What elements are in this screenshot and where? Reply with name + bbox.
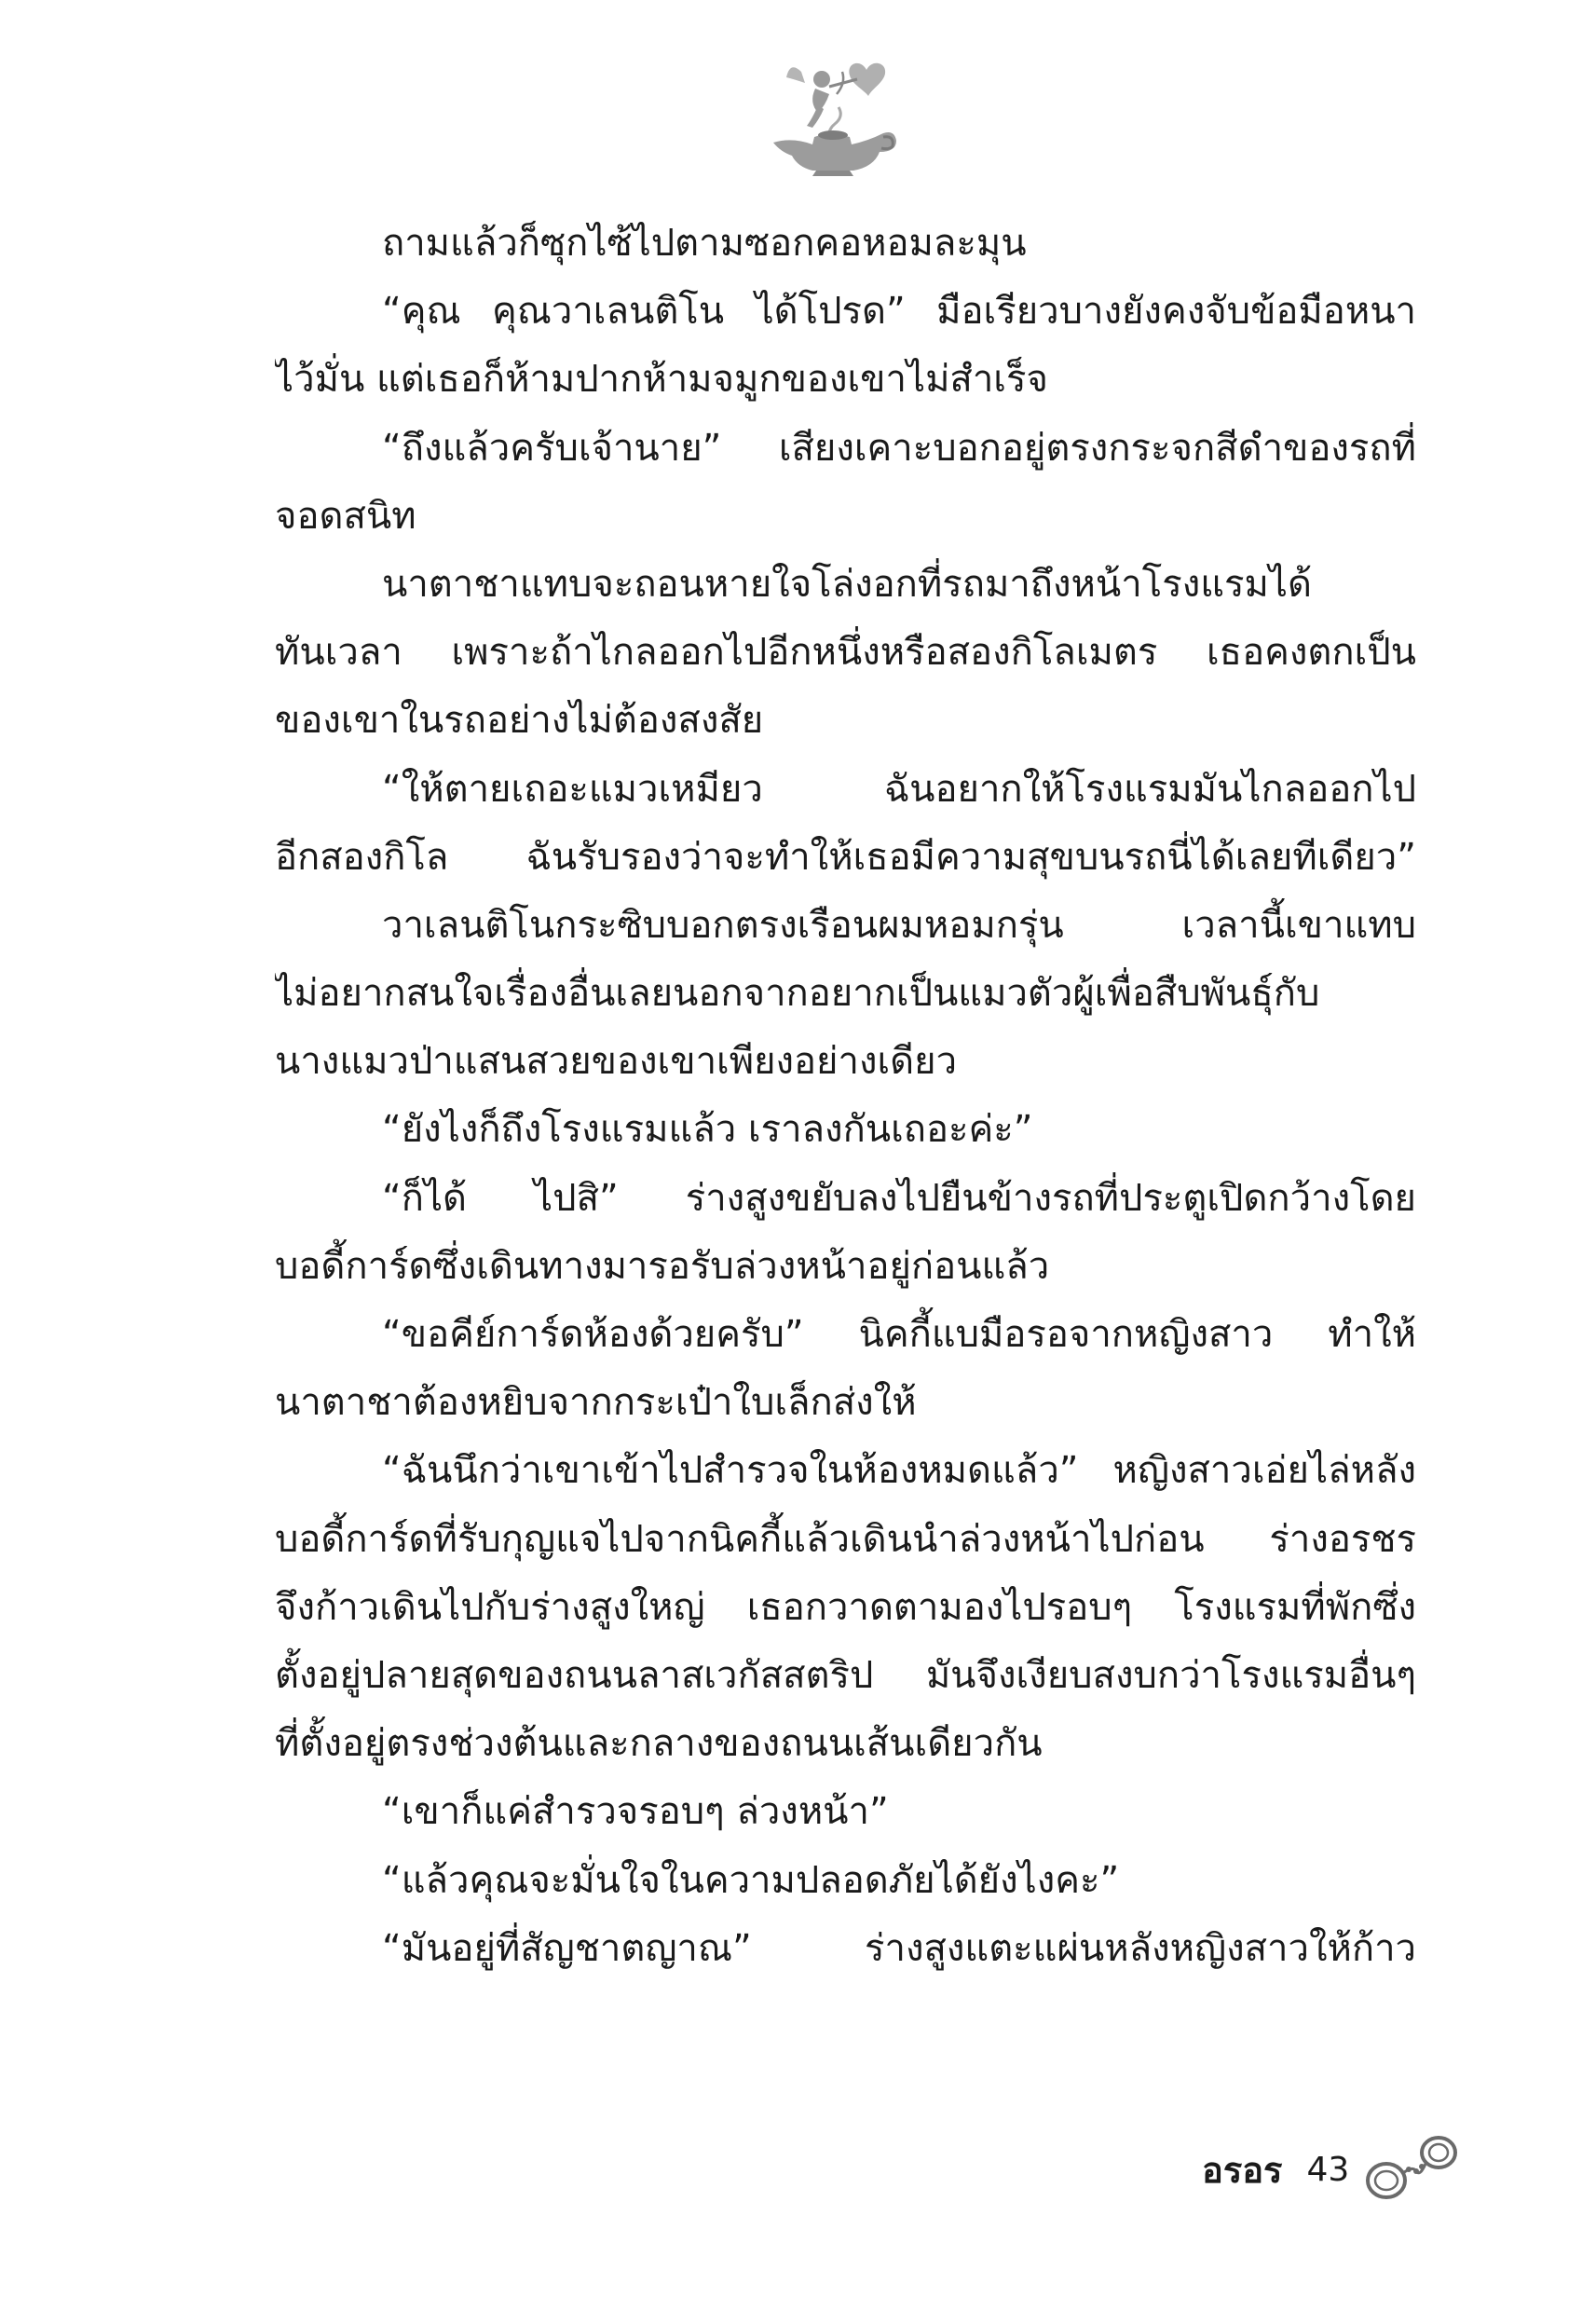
text-line: ไม่อยากสนใจเรื่องอื่นเลยนอกจากอยากเป็นแมวตัวผู้เพื่อสืบพันธุ์กับ	[275, 972, 1320, 1016]
text-line: จึงก้าวเดินไปกับร่างสูงใหญ่ เธอกวาดตามองไปรอบๆ โรงแรมที่พักซึ่ง	[275, 1585, 1416, 1629]
text-line: “ให้ตายเถอะแมวเหมียว ฉันอยากให้โรงแรมมันไกลออกไป	[382, 767, 1416, 811]
text-line: “ฉันนึกว่าเขาเข้าไปสำรวจในห้องหมดแล้ว” หญิงสาวเอ่ยไล่หลัง	[382, 1449, 1416, 1493]
text-line: จอดสนิท	[275, 494, 416, 538]
text-line: นางแมวป่าแสนสวยของเขาเพียงอย่างเดียว	[275, 1040, 958, 1084]
handcuffs-icon	[1360, 2132, 1463, 2207]
text-line: “ถึงแล้วครับเจ้านาย” เสียงเคาะบอกอยู่ตรงกระจกสีดำของรถที่	[382, 426, 1416, 470]
text-line: นาตาชาแทบจะถอนหายใจโล่งอกที่รถมาถึงหน้าโรงแรมได้	[382, 562, 1312, 606]
text-line: อีกสองกิโล ฉันรับรองว่าจะทำให้เธอมีความสุขบนรถนี่ได้เลยทีเดียว”	[275, 835, 1416, 879]
text-line: ที่ตั้งอยู่ตรงช่วงต้นและกลางของถนนเส้นเดียวกัน	[275, 1722, 1043, 1766]
text-line: ของเขาในรถอย่างไม่ต้องสงสัย	[275, 699, 764, 743]
text-line: ไว้มั่น แต่เธอก็ห้ามปากห้ามจมูกของเขาไม่สำเร็จ	[275, 358, 1048, 402]
text-line: “แล้วคุณจะมั่นใจในความปลอดภัยได้ยังไงคะ”	[382, 1858, 1120, 1902]
text-line: นาตาชาต้องหยิบจากกระเป๋าใบเล็กส่งให้	[275, 1381, 917, 1425]
chapter-body-text	[275, 210, 1416, 1983]
text-line: “ก็ได้ ไปสิ” ร่างสูงขยับลงไปยืนข้างรถที่ประตูเปิดกว้างโดย	[382, 1176, 1416, 1220]
text-line: “คุณ คุณวาเลนติโน ได้โปรด” มือเรียวบางยังคงจับข้อมือหนา	[382, 290, 1416, 334]
text-line: “มันอยู่ที่สัญชาตญาณ” ร่างสูงแตะแผ่นหลังหญิงสาวให้ก้าว	[382, 1926, 1416, 1970]
text-line: ตั้งอยู่ปลายสุดของถนนลาสเวกัสสตริป มันจึงเงียบสงบกว่าโรงแรมอื่นๆ	[275, 1653, 1416, 1697]
text-line: “ยังไงก็ถึงโรงแรมแล้ว เราลงกันเถอะค่ะ”	[382, 1108, 1033, 1152]
text-line: บอดี้การ์ดที่รับกุญแจไปจากนิคกี้แล้วเดินนำล่วงหน้าไปก่อน ร่างอรชร	[275, 1517, 1416, 1561]
text-line: บอดี้การ์ดซึ่งเดินทางมารอรับล่วงหน้าอยู่ก่อนแล้ว	[275, 1244, 1050, 1288]
text-line: “ขอคีย์การ์ดห้องด้วยครับ” นิคกี้แบมือรอจากหญิงสาว ทำให้	[382, 1313, 1416, 1356]
text-line: วาเลนติโนกระซิบบอกตรงเรือนผมหอมกรุ่น เวลานี้เขาแทบ	[382, 903, 1416, 947]
page-footer	[1202, 2141, 1349, 2197]
text-line: ทันเวลา เพราะถ้าไกลออกไปอีกหนึ่งหรือสองกิโลเมตร เธอคงตกเป็น	[275, 631, 1416, 675]
magic-lamp-icon	[764, 51, 904, 177]
text-line: ถามแล้วก็ซุกไซ้ไปตามซอกคอหอมละมุน	[382, 222, 1027, 265]
author-name: อรอร	[1202, 2149, 1283, 2191]
text-line: “เขาก็แค่สำรวจรอบๆ ล่วงหน้า”	[382, 1790, 889, 1834]
page-number: 43	[1306, 2150, 1350, 2189]
